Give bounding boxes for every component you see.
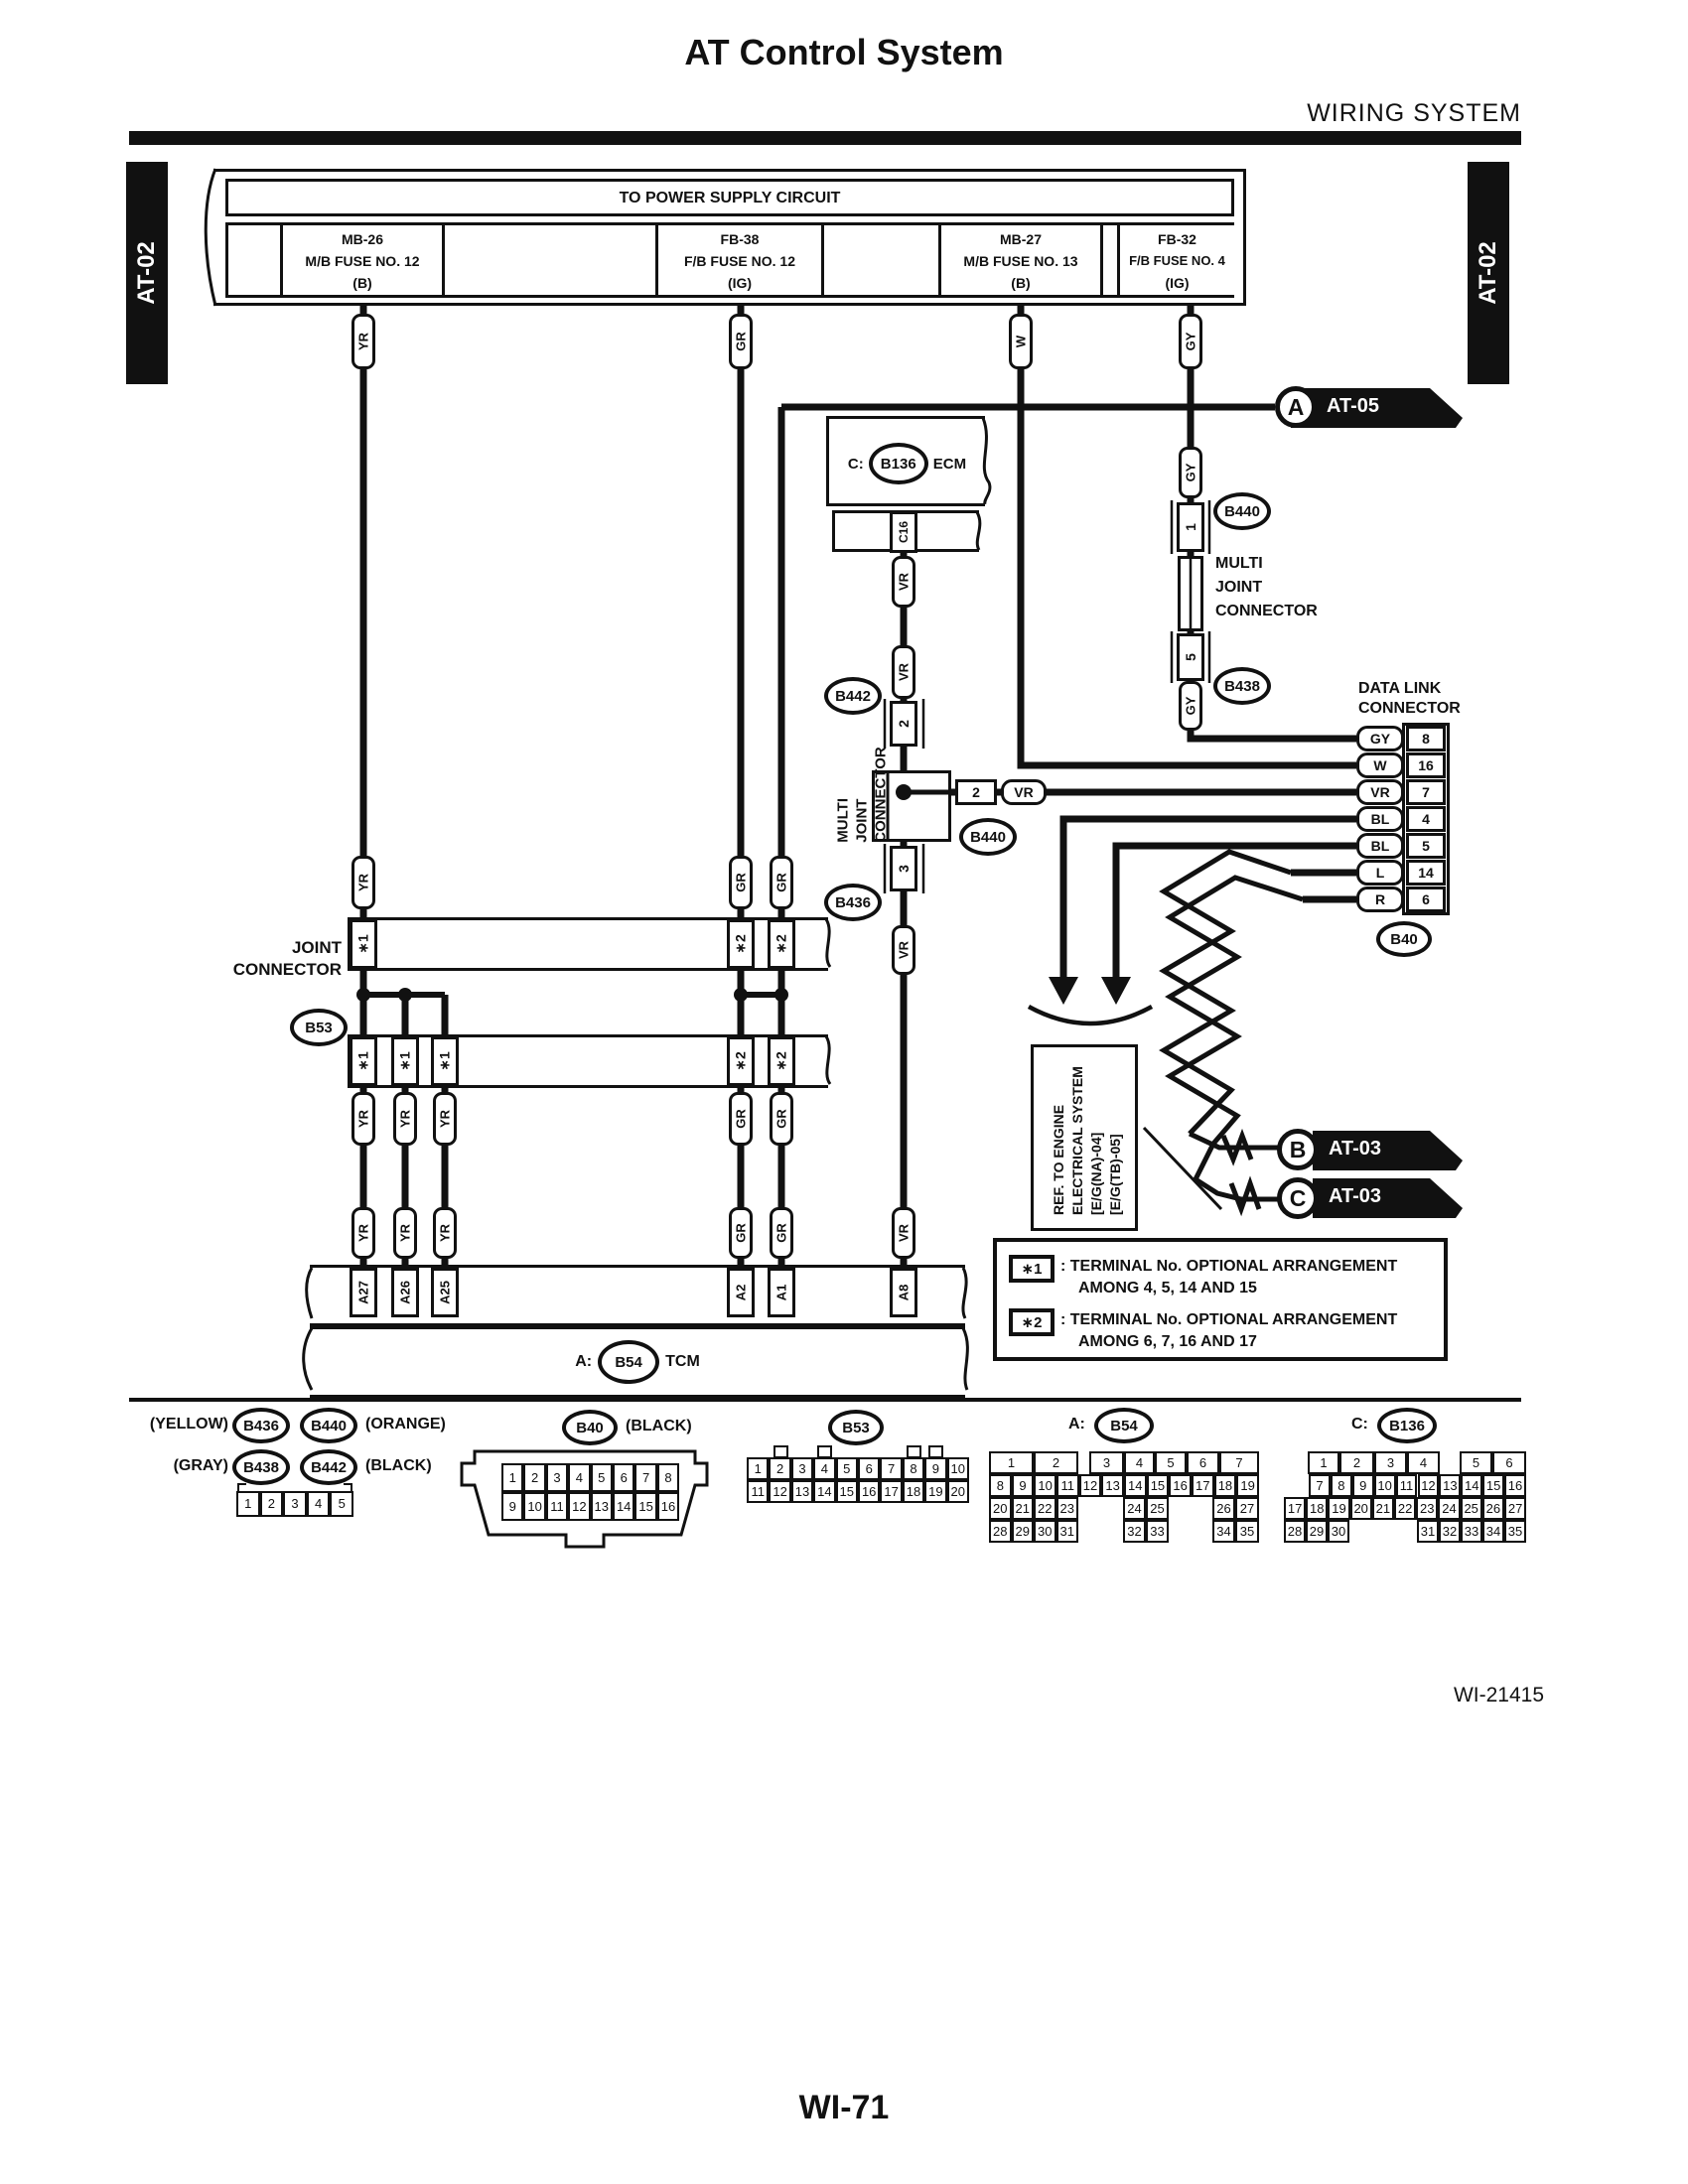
b54-pin: 23 xyxy=(1056,1497,1079,1520)
fuse-id: FB-38 xyxy=(720,231,760,247)
b136-pin: 25 xyxy=(1461,1497,1482,1520)
wire-label-vr: VR xyxy=(892,925,915,975)
b53-pin: 12 xyxy=(769,1480,790,1503)
mjc-mid-pin-out: 2 xyxy=(955,779,997,805)
mjc-strip-pin: 4 xyxy=(307,1491,331,1517)
datalink-pin-number: 5 xyxy=(1406,833,1446,859)
mjc-strip-pin: 2 xyxy=(260,1491,284,1517)
b53-top-row xyxy=(348,917,828,971)
b54-pin: 24 xyxy=(1123,1497,1146,1520)
b54-pin: 27 xyxy=(1235,1497,1259,1520)
b136-pin: 35 xyxy=(1504,1520,1526,1543)
datalink-wire-label: R xyxy=(1356,887,1404,912)
b54-pin: 7 xyxy=(1219,1451,1259,1474)
page-number: WI-71 xyxy=(798,2089,890,2126)
tcm-prefix: A: xyxy=(575,1353,593,1370)
datalink-pin-number: 7 xyxy=(1406,779,1446,805)
b54-pin: 18 xyxy=(1214,1474,1237,1497)
connector-oval-b53: B53 xyxy=(290,1009,348,1046)
b53-pin: 3 xyxy=(791,1457,813,1480)
b53-pin-star2: ∗2 xyxy=(768,1036,795,1086)
legend-oval-b440: B440 xyxy=(300,1408,357,1443)
b136-pin: 32 xyxy=(1439,1520,1461,1543)
b54-pin: 19 xyxy=(1236,1474,1259,1497)
b53-pin-star2: ∗2 xyxy=(727,1036,755,1086)
b40-pin: 2 xyxy=(523,1463,545,1492)
ref-circle-a: A xyxy=(1275,386,1317,428)
b40-pin: 15 xyxy=(634,1492,656,1521)
datalink-pin-number: 16 xyxy=(1406,752,1446,778)
b40-pin: 4 xyxy=(568,1463,590,1492)
fuse-circuit: (B) xyxy=(1011,275,1031,291)
b54-pin: 32 xyxy=(1123,1520,1146,1543)
b54-pin: 13 xyxy=(1101,1474,1124,1497)
b136-pin: 34 xyxy=(1482,1520,1504,1543)
datalink-label: DATA LINK CONNECTOR xyxy=(1358,680,1461,717)
note-tag-star2: ∗2 xyxy=(1009,1308,1055,1336)
b136-pin: 29 xyxy=(1306,1520,1328,1543)
ecm-pin-c16: C16 xyxy=(890,511,917,553)
b54-pin: 1 xyxy=(989,1451,1034,1474)
b53-pin: 15 xyxy=(836,1480,858,1503)
b136-pin: 15 xyxy=(1482,1474,1504,1497)
joint-connector-label: JOINT CONNECTOR xyxy=(232,938,342,979)
b53-pin-star1: ∗1 xyxy=(431,1036,459,1086)
ref-label-at03-c: AT-03 xyxy=(1329,1185,1381,1207)
b53-pin: 16 xyxy=(858,1480,880,1503)
tcm-connector-oval: B54 xyxy=(598,1340,659,1384)
fuse-mb27 xyxy=(938,222,1103,298)
tcm-pin-a2: A2 xyxy=(727,1268,755,1317)
legend-color-gray: (GRAY) xyxy=(173,1457,228,1474)
tcm-pin-a8: A8 xyxy=(890,1268,917,1317)
mjc-strip-pin: 3 xyxy=(283,1491,307,1517)
mjc-strip-pin: 1 xyxy=(236,1491,260,1517)
b53-pin: 20 xyxy=(947,1480,969,1503)
legend-b136-prefix: C: xyxy=(1351,1416,1368,1433)
wire-label-yr: YR xyxy=(352,1092,375,1146)
b40-pin: 6 xyxy=(613,1463,634,1492)
b53-pin: 17 xyxy=(880,1480,902,1503)
b40-pin: 16 xyxy=(657,1492,679,1521)
notes-box xyxy=(993,1238,1448,1361)
b136-pin: 16 xyxy=(1504,1474,1526,1497)
side-tab-right: AT-02 xyxy=(1468,162,1509,384)
b53-pin: 19 xyxy=(924,1480,946,1503)
ref-engine-box: REF. TO ENGINE ELECTRICAL SYSTEM [E/G(NA)-04] [E/G(TB)-05] xyxy=(1031,1044,1138,1231)
wire-label-w: W xyxy=(1009,314,1033,369)
b54-pin: 35 xyxy=(1235,1520,1259,1543)
wire-label-vr: VR xyxy=(892,556,915,608)
mjc-strip-pin: 5 xyxy=(330,1491,353,1517)
b54-pin: 22 xyxy=(1034,1497,1056,1520)
legend-oval-b136: B136 xyxy=(1377,1408,1437,1443)
b53-pin: 14 xyxy=(813,1480,835,1503)
b136-pin: 11 xyxy=(1396,1474,1418,1497)
datalink-pin-number: 8 xyxy=(1406,726,1446,751)
b53-pin-star1: ∗1 xyxy=(391,1036,419,1086)
tcm-pin-a26: A26 xyxy=(391,1268,419,1317)
legend-oval-b53: B53 xyxy=(828,1410,884,1445)
tcm-name: TCM xyxy=(665,1353,700,1370)
mjc-right-pin-1: 1 xyxy=(1177,502,1204,552)
b136-pin: 23 xyxy=(1416,1497,1438,1520)
b136-pin: 33 xyxy=(1461,1520,1482,1543)
b54-pin: 25 xyxy=(1146,1497,1169,1520)
legend-oval-b436: B436 xyxy=(232,1408,290,1443)
datalink-pin-number: 14 xyxy=(1406,860,1446,886)
b40-pin: 7 xyxy=(634,1463,656,1492)
page-title: AT Control System xyxy=(684,32,1004,72)
b136-pin: 6 xyxy=(1492,1451,1526,1474)
fuse-circuit: (IG) xyxy=(727,275,753,291)
legend-oval-b442: B442 xyxy=(300,1449,357,1485)
b136-pin: 8 xyxy=(1331,1474,1352,1497)
b53-pin: 4 xyxy=(813,1457,835,1480)
b136-pin: 21 xyxy=(1372,1497,1394,1520)
ref-circle-c: C xyxy=(1277,1177,1319,1219)
b54-pin: 29 xyxy=(1012,1520,1035,1543)
wire-label-yr: YR xyxy=(352,856,375,909)
fuse-name: M/B FUSE NO. 13 xyxy=(963,253,1078,269)
wire-label-yr: YR xyxy=(393,1207,417,1259)
b53-pin-star2: ∗2 xyxy=(727,919,755,969)
b53-pin-star1: ∗1 xyxy=(350,1036,377,1086)
b136-pin: 17 xyxy=(1284,1497,1306,1520)
wire-label-vr: VR xyxy=(892,645,915,699)
fuse-circuit: (IG) xyxy=(1165,275,1190,291)
wire-label-gr: GR xyxy=(729,856,753,909)
mjc-mid-label: MULTI JOINT CONNECTOR xyxy=(834,746,890,843)
b136-pin: 3 xyxy=(1374,1451,1407,1474)
b136-pin: 5 xyxy=(1460,1451,1492,1474)
b40-pin: 3 xyxy=(546,1463,568,1492)
mjc-right-body xyxy=(1178,556,1203,631)
note-text: : TERMINAL No. OPTIONAL ARRANGEMENT xyxy=(1060,1311,1398,1328)
power-supply-title: TO POWER SUPPLY CIRCUIT xyxy=(619,190,841,206)
b40-pin: 9 xyxy=(501,1492,523,1521)
fuse-name: M/B FUSE NO. 12 xyxy=(305,253,420,269)
b54-pin: 8 xyxy=(989,1474,1012,1497)
side-tab-left: AT-02 xyxy=(126,162,168,384)
wire-label-yr: YR xyxy=(433,1092,457,1146)
b53-pin: 7 xyxy=(880,1457,902,1480)
b136-pin: 4 xyxy=(1407,1451,1440,1474)
fuse-name: F/B FUSE NO. 12 xyxy=(683,253,796,269)
b53-pin-star1: ∗1 xyxy=(350,919,377,969)
b136-pin: 10 xyxy=(1374,1474,1396,1497)
b136-pin: 12 xyxy=(1418,1474,1440,1497)
tcm-box xyxy=(310,1326,965,1398)
datalink-wire-label: GY xyxy=(1356,726,1404,751)
b40-pin: 14 xyxy=(613,1492,634,1521)
fuse-mb26 xyxy=(280,222,445,298)
b40-pin: 11 xyxy=(546,1492,568,1521)
doc-code: WI-21415 xyxy=(1453,1684,1544,1706)
fuse-id: MB-27 xyxy=(999,231,1042,247)
b136-pin: 7 xyxy=(1309,1474,1331,1497)
b54-pin: 21 xyxy=(1012,1497,1035,1520)
datalink-wire-label: BL xyxy=(1356,806,1404,832)
wire-label-yr: YR xyxy=(352,314,375,369)
wire-label-gr: GR xyxy=(729,1092,753,1146)
b54-pin: 12 xyxy=(1079,1474,1102,1497)
b53-pin: 2 xyxy=(769,1457,790,1480)
connector-oval-b440: B440 xyxy=(1213,492,1271,530)
datalink-wire-label: BL xyxy=(1356,833,1404,859)
b136-pin: 2 xyxy=(1339,1451,1374,1474)
wire-label-gy: GY xyxy=(1179,447,1202,498)
b40-pin: 8 xyxy=(657,1463,679,1492)
b136-pin: 30 xyxy=(1328,1520,1349,1543)
note-text: AMONG 4, 5, 14 AND 15 xyxy=(1078,1280,1257,1297)
ecm-prefix: C: xyxy=(847,455,864,473)
b136-pin: 24 xyxy=(1438,1497,1460,1520)
datalink-wire-label: VR xyxy=(1356,779,1404,805)
wire-label-gr: GR xyxy=(729,314,753,369)
b136-pin: 28 xyxy=(1284,1520,1306,1543)
b53-pin: 6 xyxy=(858,1457,880,1480)
b54-pin: 30 xyxy=(1034,1520,1056,1543)
b54-pin: 15 xyxy=(1147,1474,1170,1497)
ecm-box xyxy=(826,416,985,506)
b54-pin: 5 xyxy=(1155,1451,1187,1474)
tcm-pin-a25: A25 xyxy=(431,1268,459,1317)
b136-pin: 13 xyxy=(1439,1474,1461,1497)
b136-pin: 14 xyxy=(1461,1474,1482,1497)
connector-oval-b40: B40 xyxy=(1376,921,1432,957)
b54-pin: 28 xyxy=(989,1520,1012,1543)
mjc-right-label: MULTI JOINT CONNECTOR xyxy=(1215,555,1318,619)
datalink-pin-number: 6 xyxy=(1406,887,1446,912)
wire-label-yr: YR xyxy=(393,1092,417,1146)
b54-pin: 4 xyxy=(1124,1451,1155,1474)
wire-label-gr: GR xyxy=(729,1207,753,1259)
legend-color-black: (BLACK) xyxy=(365,1457,432,1474)
fuse-fb38 xyxy=(655,222,824,298)
b136-pin: 27 xyxy=(1504,1497,1526,1520)
legend-b40-color: (BLACK) xyxy=(626,1418,692,1434)
b53-pin: 1 xyxy=(747,1457,769,1480)
wire-label-gy: GY xyxy=(1179,314,1202,369)
fuse-circuit: (B) xyxy=(352,275,372,291)
wire-label-vr-out: VR xyxy=(1001,779,1047,805)
b54-pin: 26 xyxy=(1212,1497,1235,1520)
fuse-name: F/B FUSE NO. 4 xyxy=(1129,253,1225,268)
b53-pin: 5 xyxy=(836,1457,858,1480)
b54-pin: 16 xyxy=(1169,1474,1192,1497)
b54-pin: 6 xyxy=(1187,1451,1219,1474)
b54-pin: 11 xyxy=(1056,1474,1079,1497)
b136-pin: 9 xyxy=(1352,1474,1374,1497)
system-heading: WIRING SYSTEM xyxy=(1307,99,1521,127)
connector-oval-b442: B442 xyxy=(824,677,882,715)
wire-label-gr: GR xyxy=(770,856,793,909)
ecm-connector-oval: B136 xyxy=(869,443,928,484)
fuse-id: MB-26 xyxy=(341,231,383,247)
legend-oval-b54: B54 xyxy=(1094,1408,1154,1443)
note-text: AMONG 6, 7, 16 AND 17 xyxy=(1078,1333,1257,1350)
tcm-pin-a27: A27 xyxy=(350,1268,377,1317)
legend-separator xyxy=(129,1398,1521,1402)
datalink-pin-number: 4 xyxy=(1406,806,1446,832)
fuse-id: FB-32 xyxy=(1158,231,1196,247)
ref-circle-b: B xyxy=(1277,1129,1319,1170)
header-rule xyxy=(129,131,1521,145)
b40-pin: 5 xyxy=(591,1463,613,1492)
b136-pin: 31 xyxy=(1417,1520,1439,1543)
b53-pin: 11 xyxy=(747,1480,769,1503)
fuse-fb32 xyxy=(1117,222,1234,298)
wire-label-yr: YR xyxy=(352,1207,375,1259)
wire-label-vr: VR xyxy=(892,1207,915,1259)
legend-b54-prefix: A: xyxy=(1068,1416,1085,1433)
wire-label-gr: GR xyxy=(770,1207,793,1259)
mjc-mid-pin-3: 3 xyxy=(890,846,917,891)
ecm-name: ECM xyxy=(932,455,967,473)
b54-pin: 34 xyxy=(1212,1520,1235,1543)
tcm-pin-a1: A1 xyxy=(768,1268,795,1317)
legend-oval-b40: B40 xyxy=(562,1410,618,1445)
b136-pin: 1 xyxy=(1308,1451,1339,1474)
b136-pin: 22 xyxy=(1394,1497,1416,1520)
connector-oval-b436: B436 xyxy=(824,884,882,921)
note-tag-star1: ∗1 xyxy=(1009,1255,1055,1283)
b54-pin: 14 xyxy=(1124,1474,1147,1497)
b136-pin: 20 xyxy=(1350,1497,1372,1520)
wire-label-gr: GR xyxy=(770,1092,793,1146)
power-supply-header xyxy=(225,179,1234,216)
connector-oval-b438: B438 xyxy=(1213,667,1271,705)
wire-label-yr: YR xyxy=(433,1207,457,1259)
b53-bottom-row xyxy=(348,1034,828,1088)
b54-pin: 17 xyxy=(1192,1474,1214,1497)
datalink-wire-label: L xyxy=(1356,860,1404,886)
b40-pin: 1 xyxy=(501,1463,523,1492)
b136-pin: 26 xyxy=(1482,1497,1504,1520)
b54-pin: 31 xyxy=(1056,1520,1079,1543)
mjc-mid-pin-2: 2 xyxy=(890,701,917,747)
legend-oval-b438: B438 xyxy=(232,1449,290,1485)
legend-color-yellow: (YELLOW) xyxy=(149,1416,228,1433)
b53-pin-star2: ∗2 xyxy=(768,919,795,969)
b40-pin: 12 xyxy=(568,1492,590,1521)
wire-label-gy: GY xyxy=(1179,681,1202,731)
b136-pin: 18 xyxy=(1306,1497,1328,1520)
b53-pin: 10 xyxy=(947,1457,969,1480)
datalink-wire-label: W xyxy=(1356,752,1404,778)
b136-pin: 19 xyxy=(1328,1497,1349,1520)
connector-oval-b440-mid: B440 xyxy=(959,818,1017,856)
ref-label-at03-b: AT-03 xyxy=(1329,1138,1381,1160)
b54-pin: 20 xyxy=(989,1497,1012,1520)
legend-color-orange: (ORANGE) xyxy=(365,1416,446,1433)
b54-pin: 10 xyxy=(1034,1474,1056,1497)
b53-pin: 18 xyxy=(903,1480,924,1503)
note-text: : TERMINAL No. OPTIONAL ARRANGEMENT xyxy=(1060,1258,1398,1275)
b40-pin: 10 xyxy=(523,1492,545,1521)
b54-pin: 3 xyxy=(1089,1451,1124,1474)
b53-pin: 8 xyxy=(903,1457,924,1480)
b40-pin: 13 xyxy=(591,1492,613,1521)
b53-pin: 13 xyxy=(791,1480,813,1503)
b54-pin: 2 xyxy=(1034,1451,1078,1474)
b53-pin: 9 xyxy=(924,1457,946,1480)
b54-pin: 9 xyxy=(1012,1474,1035,1497)
ref-label-at05: AT-05 xyxy=(1327,395,1379,417)
b54-pin: 33 xyxy=(1146,1520,1169,1543)
mjc-right-pin-5: 5 xyxy=(1177,633,1204,681)
